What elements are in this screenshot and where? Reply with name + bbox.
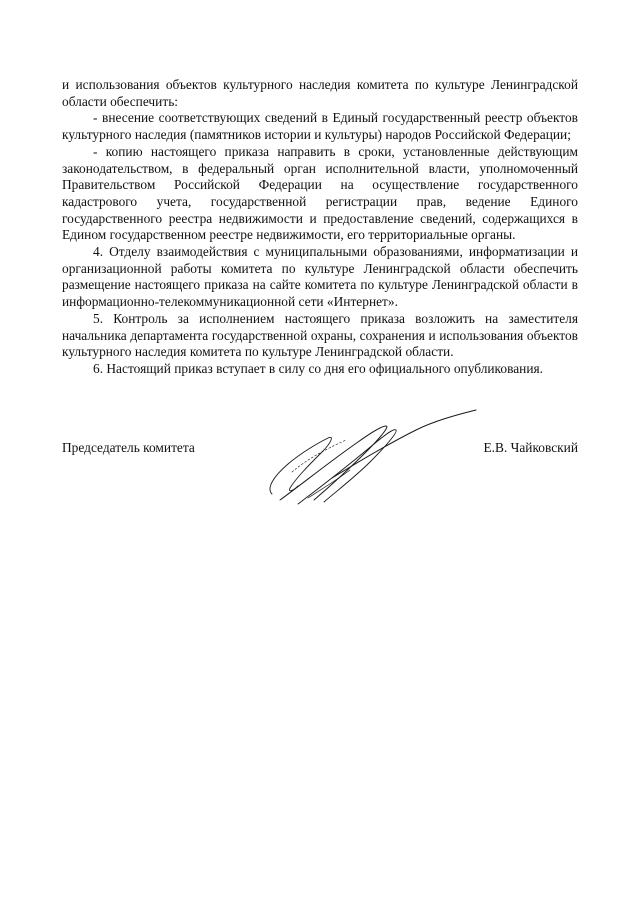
paragraph-item-6: 6. Настоящий приказ вступает в силу со дня его официального опубликования. <box>93 360 543 376</box>
paragraph-intro: и использования объектов культурного наследия комитета по культуре Ленинградской области обеспечить: <box>62 77 578 109</box>
paragraph-item-5: 5. Контроль за исполнением настоящего приказа возложить на заместителя начальника департамента государственной охраны, сохранения и использования объектов культурного наследия комитета по культуре Ленинградской области. <box>62 310 578 360</box>
paragraph-copy-to-federal-organ: - копию настоящего приказа направить в сроки, установленные действующим законодательством, в федеральный орган исполнительной власти, уполномоченный Правительством Российской Федерации на осуществление государственного кадастрового учета, государственной регистрации прав, ведение Единого государственного реестра недвижимости и предоставление сведений, содержащихся в Едином государственном реестре недвижимости, его территориальные органы. <box>62 143 578 243</box>
signatory-title: Председатель комитета <box>62 440 195 455</box>
document-body <box>62 77 578 378</box>
handwritten-signature <box>262 408 480 508</box>
signatory-name: Е.В. Чайковский <box>483 440 578 455</box>
paragraph-item-4: 4. Отделу взаимодействия с муниципальными образованиями, информатизации и организационной работы комитета по культуре Ленинградской области обеспечить размещение настоящего приказа на сайте комитета по культуре Ленинградской области в информационно-телекоммуникационной сети «Интернет». <box>62 244 578 310</box>
paragraph-registry-entry: - внесение соответствующих сведений в Единый государственный реестр объектов культурного наследия (памятников истории и культуры) народов Российской Федерации; <box>62 110 578 143</box>
